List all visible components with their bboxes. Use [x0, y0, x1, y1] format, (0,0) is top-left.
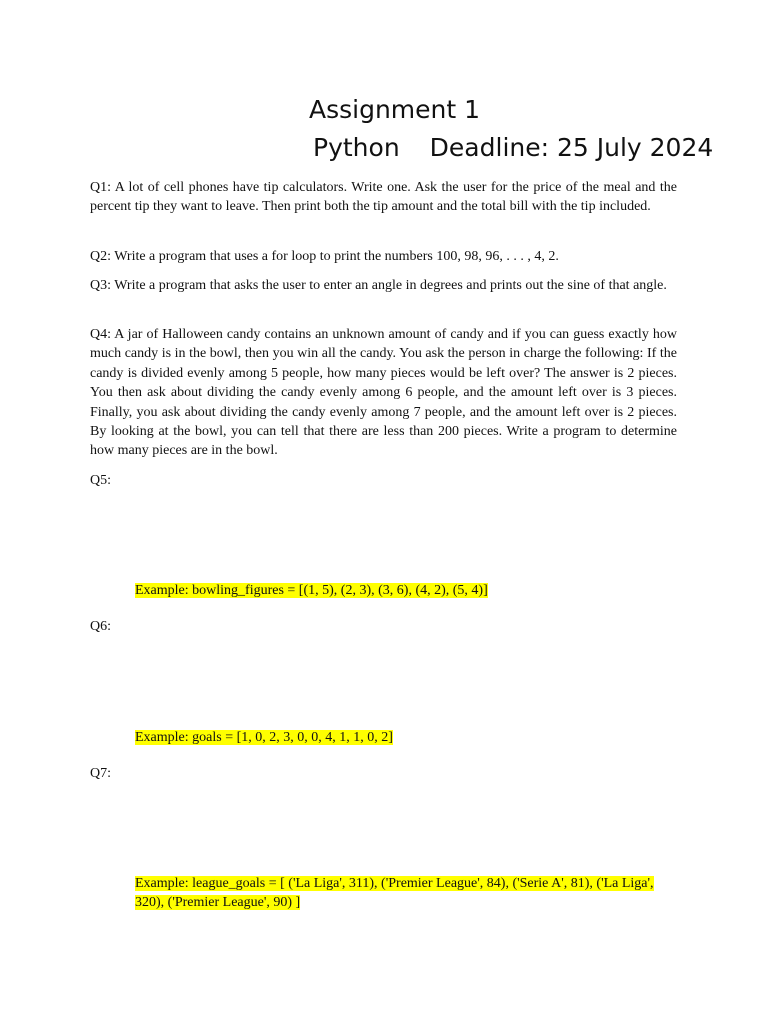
- question-7-example: [135, 874, 675, 912]
- question-4: Q4: A jar of Halloween candy contains an unknown amount of candy and if you can guess exactly how much candy is in the bowl, then you win all the candy. You ask the person in charge the following: If the candy is divided evenly among 5 people, how many pieces would be left over? The answer is 2 pieces. You then ask about dividing the candy evenly among 6 people, and the amount left over is 3 pieces. Finally, you ask about dividing the candy evenly among 7 people, and the amount left over is 2 pieces. By looking at the bowl, you can tell that there are less than 200 pieces. Write a program to determine how many pieces are in the bowl.: [90, 327, 677, 459]
- question-7-label: Q7:: [90, 766, 111, 781]
- question-3: Q3: Write a program that asks the user to enter an angle in degrees and prints out the sine of that angle.: [90, 278, 667, 293]
- question-2: Q2: Write a program that uses a for loop to print the numbers 100, 98, 96, . . . , 4, 2.: [90, 249, 559, 264]
- example-highlight: Example: bowling_figures = [(1, 5), (2, 3), (3, 6), (4, 2), (5, 4)]: [135, 583, 488, 598]
- question-6-example: [135, 728, 675, 747]
- question-5-example: [135, 581, 675, 600]
- assignment-subtitle: [313, 133, 713, 163]
- subject-label: Python: [313, 133, 400, 162]
- example-highlight: Example: goals = [1, 0, 2, 3, 0, 0, 4, 1, 1, 0, 2]: [135, 730, 393, 745]
- question-5-label: Q5:: [90, 473, 111, 488]
- question-1: Q1: A lot of cell phones have tip calculators. Write one. Ask the user for the price of the meal and the percent tip they want to leave. Then print both the tip amount and the total bill with the tip included.: [90, 180, 677, 215]
- example-highlight: Example: league_goals = [ ('La Liga', 311), ('Premier League', 84), ('Serie A', 81), ('La Liga', 320), ('Premier League', 90) ]: [135, 876, 654, 910]
- deadline-label: Deadline: 25 July 2024: [429, 133, 714, 162]
- assignment-title: Assignment 1: [309, 95, 481, 124]
- question-6-label: Q6:: [90, 619, 111, 634]
